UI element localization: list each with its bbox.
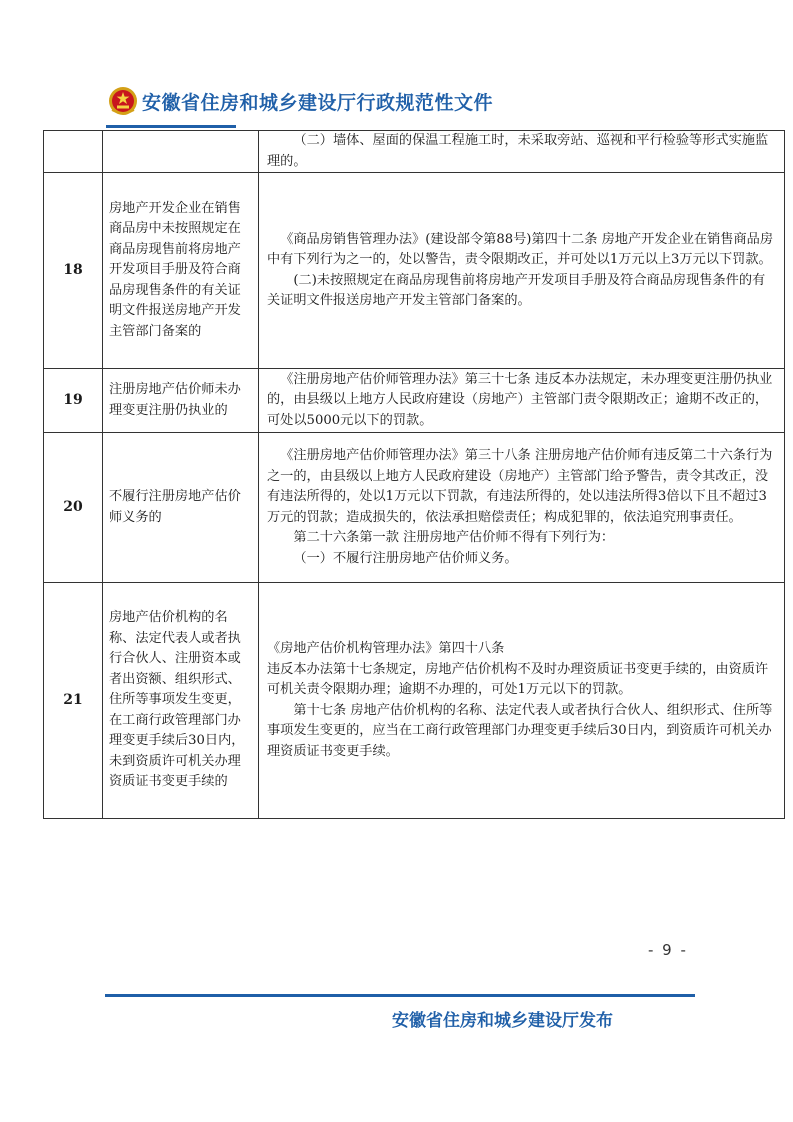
row-number: 19	[44, 369, 103, 433]
penalty-table	[43, 130, 785, 819]
basis-paragraph: 《商品房销售管理办法》(建设部令第88号)第四十二条 房地产开发企业在销售商品房中有下列行为之一的，处以警告，责令限期改正，并可处以1万元以上3万元以下罚款。	[267, 231, 774, 267]
table-row	[44, 433, 785, 583]
basis-paragraph: 第十七条 房地产估价机构的名称、法定代表人或者执行合伙人、组织形式、住所等事项发生变更的，应当在工商行政管理部门办理变更手续后30日内，到资质许可机关办理资质证书变更手续。	[267, 702, 773, 759]
basis-paragraph: 违反本办法第十七条规定，房地产估价机构不及时办理资质证书变更手续的，由资质许可机关责令限期办理；逾期不办理的，可处1万元以下的罚款。	[267, 661, 769, 697]
footer-publisher: 安徽省住房和城乡建设厅发布	[392, 1011, 613, 1031]
row-number: 18	[44, 173, 103, 369]
violation-cell: 注册房地产估价师未办理变更注册仍执业的	[103, 369, 259, 433]
violation-cell: 不履行注册房地产估价师义务的	[103, 433, 259, 583]
national-emblem-icon	[108, 86, 138, 116]
table-row	[44, 369, 785, 433]
violation-cell: 房地产开发企业在销售商品房中未按照规定在商品房现售前将房地产开发项目手册及符合商品房现售条件的有关证明文件报送房地产开发主管部门备案的	[103, 173, 259, 369]
basis-paragraph: 《注册房地产估价师管理办法》第三十八条 注册房地产估价师有违反第二十六条行为之一的，由县级以上地方人民政府建设（房地产）主管部门给予警告，责令其改正，没有违法所得的，处以1万元以下罚款，有违法所得的，处以违法所得3倍以下且不超过3万元的罚款；造成损失的，依法承担赔偿责任；构成犯罪的，依法追究刑事责任。	[267, 448, 773, 525]
basis-paragraph: （二）墙体、屋面的保温工程施工时，未采取旁站、巡视和平行检验等形式实施监理的。	[267, 133, 769, 169]
page-number: - 9 -	[648, 941, 688, 959]
legal-basis-cell	[259, 583, 785, 819]
basis-paragraph: 《房地产估价机构管理办法》第四十八条	[267, 641, 505, 656]
row-number	[44, 131, 103, 173]
row-number: 21	[44, 583, 103, 819]
basis-paragraph: (二)未按照规定在商品房现售前将房地产开发项目手册及符合商品房现售条件的有关证明文件报送房地产开发主管部门备案的。	[267, 272, 766, 308]
violation-cell	[103, 131, 259, 173]
header-title: 安徽省住房和城乡建设厅行政规范性文件	[142, 92, 494, 114]
legal-basis-cell	[259, 173, 785, 369]
violation-cell: 房地产估价机构的名称、法定代表人或者执行合伙人、注册资本或者出资额、组织形式、住所等事项发生变更，在工商行政管理部门办理变更手续后30日内，未到资质许可机关办理资质证书变更手续的	[103, 583, 259, 819]
row-number: 20	[44, 433, 103, 583]
basis-paragraph: 《注册房地产估价师管理办法》第三十七条 违反本办法规定，未办理变更注册仍执业的，由县级以上地方人民政府建设（房地产）主管部门责令限期改正；逾期不改正的，可处以5000元以下的罚款。	[267, 371, 773, 428]
basis-paragraph: （一）不履行注册房地产估价师义务。	[293, 550, 518, 566]
table-row	[44, 131, 785, 173]
basis-paragraph: 第二十六条第一款 注册房地产估价师不得有下列行为：	[293, 530, 615, 545]
legal-basis-cell	[259, 433, 785, 583]
legal-basis-cell	[259, 369, 785, 433]
table-row	[44, 583, 785, 819]
header-rule	[106, 125, 236, 128]
footer-rule	[105, 994, 695, 997]
table-row	[44, 173, 785, 369]
legal-basis-cell	[259, 131, 785, 173]
